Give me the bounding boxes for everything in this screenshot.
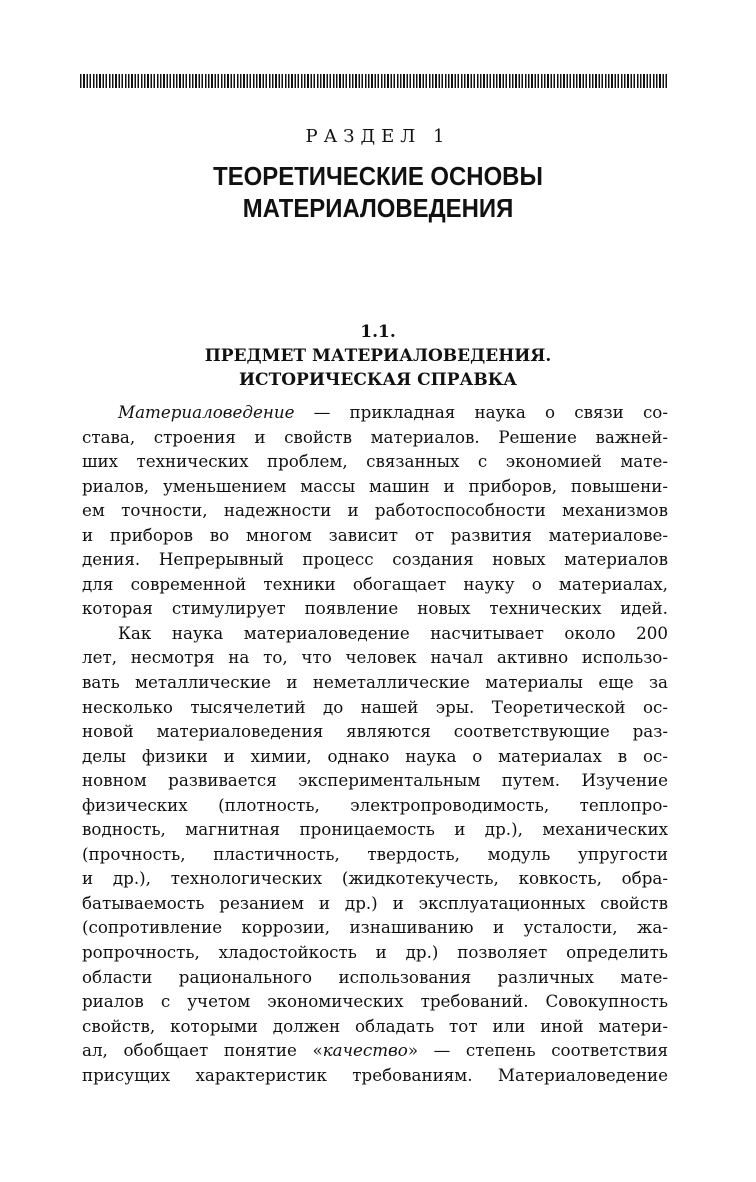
- text-line: которая стимулирует появление новых технических идей.: [82, 598, 668, 619]
- text-line: области рационального использования различных мате-: [82, 966, 668, 987]
- text-line: ших технических проблем, связанных с экономией мате-: [82, 451, 668, 472]
- text-line: Материаловедение — прикладная наука о связи со-: [118, 402, 668, 422]
- text-line: риалов с учетом экономических требований. Совокупность: [82, 991, 668, 1012]
- term-materials-science: Материаловедение: [118, 402, 295, 422]
- text-line: новном развивается экспериментальным путем. Изучение: [82, 770, 668, 791]
- text-line: става, строения и свойств материалов. Решение важней-: [82, 426, 668, 447]
- text-line: ропрочность, хладостойкость и др.) позволяет определить: [82, 942, 668, 963]
- term-quality: качество: [322, 1040, 408, 1061]
- paragraph-1: [82, 400, 668, 621]
- text-line: (сопротивление коррозии, изнашиванию и усталости, жа-: [82, 917, 668, 938]
- text-line: новой материаловедения являются соответствующие раз-: [82, 721, 668, 742]
- text-line: свойств, которыми должен обладать тот или иной матери-: [82, 1015, 668, 1036]
- text-line: вать металлические и неметаллические материалы еще за: [82, 672, 668, 693]
- text-line: дения. Непрерывный процесс создания новых материалов: [82, 549, 668, 570]
- text-line: ем точности, надежности и работоспособности механизмов: [82, 500, 668, 521]
- body-text: [82, 400, 668, 1087]
- text-line: ал, обобщает понятие «качество» — степень соответствия: [82, 1040, 668, 1061]
- part-title-line-1: ТЕОРЕТИЧЕСКИЕ ОСНОВЫ: [213, 161, 543, 191]
- text-line: присущих характеристик требованиям. Материаловедение: [82, 1064, 668, 1085]
- part-label: РАЗДЕЛ 1: [305, 126, 451, 147]
- text-line: риалов, уменьшением массы машин и приборов, повышени-: [82, 475, 668, 496]
- text-line: делы физики и химии, однако наука о материалах в ос-: [82, 745, 668, 766]
- text-line: (прочность, пластичность, твердость, модуль упругости: [82, 843, 668, 864]
- text-line: физических (плотность, электропроводимость, теплопро-: [82, 794, 668, 815]
- text-line: лет, несмотря на то, что человек начал активно использо-: [82, 647, 668, 668]
- text-line: водность, магнитная проницаемость и др.), механических: [82, 819, 668, 840]
- text-line: батываемость резанием и др.) и эксплуатационных свойств: [82, 892, 668, 913]
- section-title-line-2: ИСТОРИЧЕСКАЯ СПРАВКА: [238, 370, 518, 390]
- part-title-line-2: МАТЕРИАЛОВЕДЕНИЯ: [242, 193, 514, 223]
- section-title-line-1: ПРЕДМЕТ МАТЕРИАЛОВЕДЕНИЯ.: [204, 346, 552, 366]
- section-number: 1.1.: [360, 322, 396, 342]
- text-line: для современной техники обогащает науку о материалах,: [82, 573, 668, 594]
- text-line: Как наука материаловедение насчитывает около 200: [118, 622, 668, 643]
- part-title: [30, 160, 726, 224]
- text-line: несколько тысячелетий до нашей эры. Теоретической ос-: [82, 696, 668, 717]
- text-line: и др.), технологических (жидкотекучесть, ковкость, обра-: [82, 868, 668, 889]
- decorative-rule: [80, 74, 669, 88]
- paragraph-2: [82, 621, 668, 1087]
- section-heading: [0, 320, 756, 392]
- text-line: и приборов во многом зависит от развития материалове-: [82, 524, 668, 545]
